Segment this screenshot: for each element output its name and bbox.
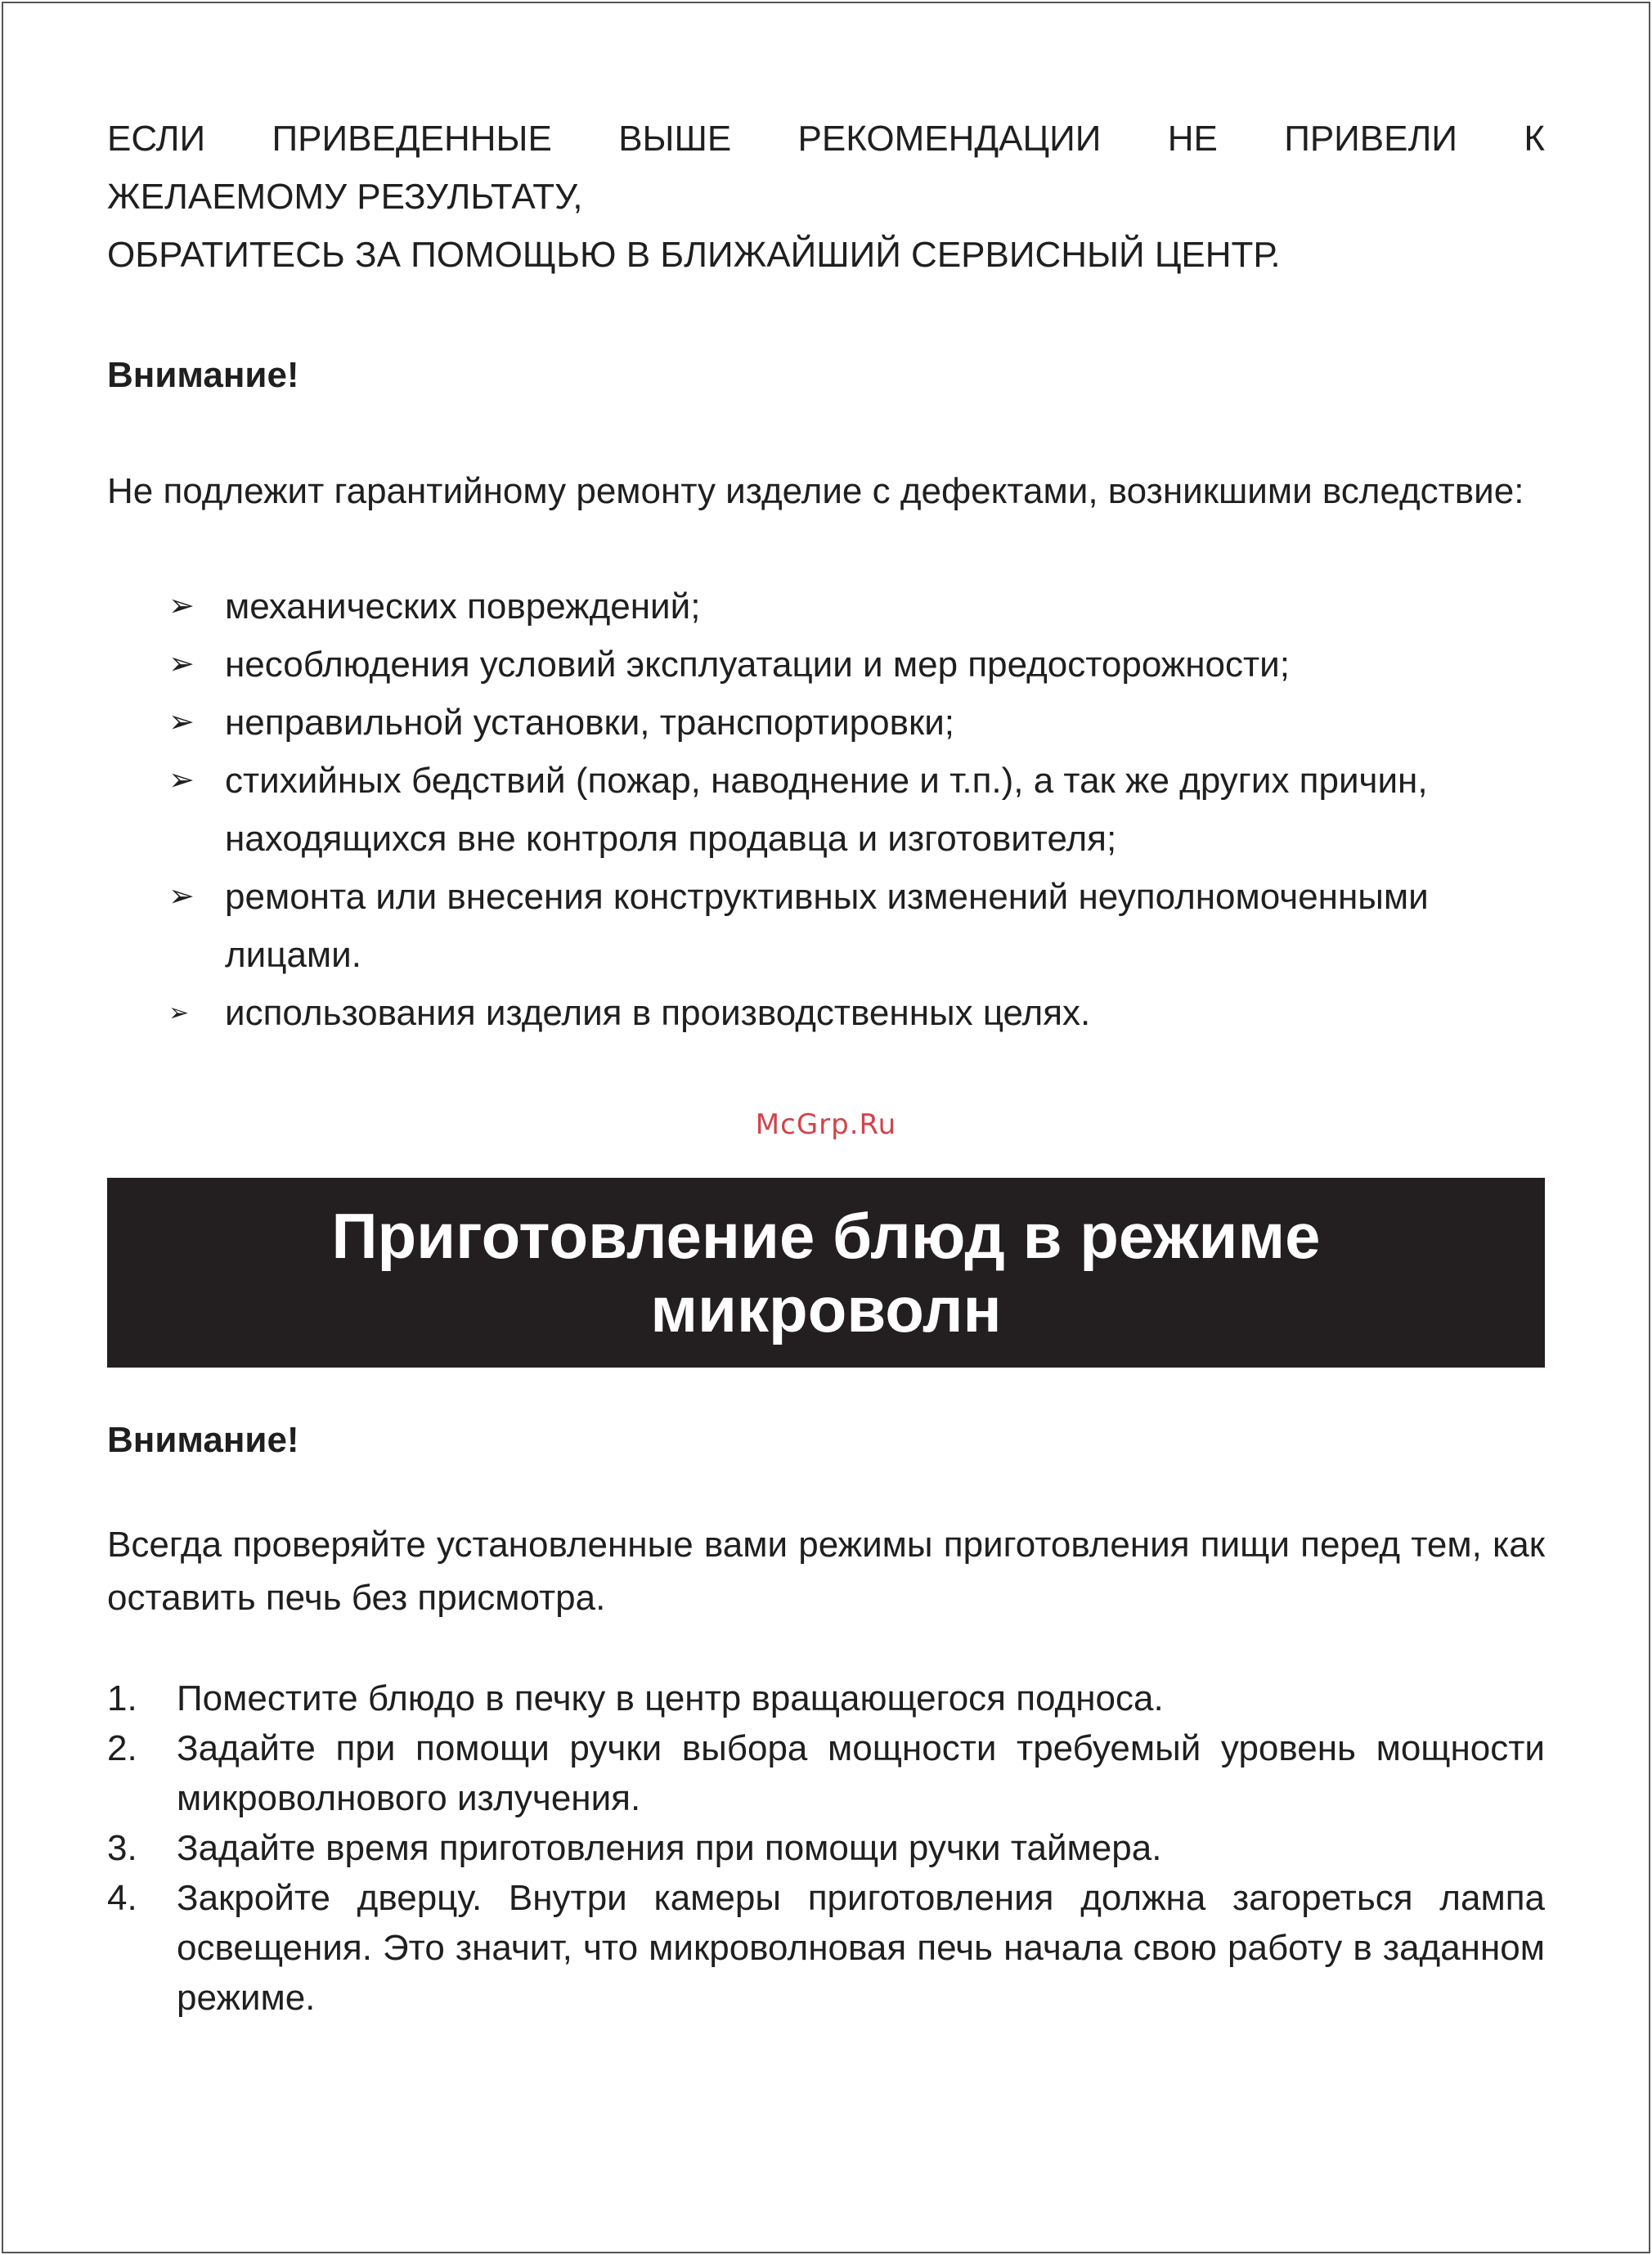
- section-warning-heading: Внимание!: [107, 1420, 299, 1460]
- step-text: Задайте при помощи ручки выбора мощности требуемый уровень мощности микроволнового излучения.: [177, 1728, 1545, 1818]
- warranty-intro: Не подлежит гарантийному ремонту изделие с дефектами, возникшими вследствие:: [107, 471, 1524, 511]
- bullet-text: использования изделия в производственных целях.: [225, 993, 1091, 1033]
- step-text: Поместите блюдо в печку в центр вращающегося подноса.: [177, 1678, 1164, 1718]
- bullet-text: несоблюдения условий эксплуатации и мер предосторожности;: [225, 645, 1290, 685]
- list-item: [107, 868, 1545, 984]
- section-title-line-1: Приготовление блюд в режиме: [331, 1200, 1321, 1272]
- bullet-text: механических повреждений;: [225, 586, 701, 627]
- arrow-bullet-icon: ➢: [168, 705, 195, 739]
- section-intro: Всегда проверяйте установленные вами режимы приготовления пищи перед тем, как оставить печь без присмотра.: [107, 1525, 1545, 1618]
- step-text: Задайте время приготовления при помощи ручки таймера.: [177, 1828, 1162, 1868]
- step-number: 3.: [107, 1828, 137, 1868]
- arrow-bullet-icon: ➢: [168, 647, 195, 681]
- step-number: 2.: [107, 1728, 137, 1768]
- warranty-bullet-list: [107, 577, 1545, 1042]
- arrow-bullet-icon: ➢: [168, 589, 195, 623]
- section-title-banner: [107, 1178, 1545, 1368]
- arrow-bullet-icon: ➢: [168, 879, 195, 914]
- arrow-bullet-icon: ➢: [168, 763, 195, 797]
- bullet-text: неправильной установки, транспортировки;: [225, 703, 955, 743]
- step-number: 1.: [107, 1678, 137, 1718]
- list-item: [107, 694, 1545, 752]
- warranty-heading: Внимание!: [107, 355, 299, 395]
- arrow-bullet-icon: ➢: [168, 999, 190, 1026]
- step-number: 4.: [107, 1878, 137, 1918]
- section-title-line-2: микроволн: [650, 1273, 1002, 1345]
- list-item: [107, 636, 1545, 694]
- notice-line-3: ОБРАТИТЕСЬ ЗА ПОМОЩЬЮ В БЛИЖАЙШИЙ СЕРВИСНЫЙ ЦЕНТР.: [107, 235, 1281, 275]
- bullet-text: стихийных бедствий (пожар, наводнение и т.п.), а так же других причин, находящихся вне контроля продавца и изготовителя;: [225, 761, 1428, 859]
- top-notice: [107, 110, 1545, 284]
- notice-line-1: ЕСЛИ ПРИВЕДЕННЫЕ ВЫШЕ РЕКОМЕНДАЦИИ НЕ ПРИВЕЛИ К: [107, 119, 1545, 159]
- steps-list: [107, 1673, 1545, 2023]
- list-item: [107, 1823, 1545, 1873]
- list-item: [107, 984, 1545, 1042]
- watermark: McGrp.Ru: [755, 1108, 897, 1141]
- list-item: [107, 752, 1545, 868]
- list-item: [107, 1873, 1545, 2023]
- list-item: [107, 577, 1545, 636]
- list-item: [107, 1673, 1545, 1723]
- notice-line-2: ЖЕЛАЕМОМУ РЕЗУЛЬТАТУ,: [107, 177, 583, 217]
- bullet-text: ремонта или внесения конструктивных изменений неуполномоченными лицами.: [225, 877, 1429, 975]
- step-text: Закройте дверцу. Внутри камеры приготовления должна загореться лампа освещения. Это значит, что микроволновая печь начала свою работу в заданном режиме.: [177, 1878, 1545, 2018]
- list-item: [107, 1723, 1545, 1823]
